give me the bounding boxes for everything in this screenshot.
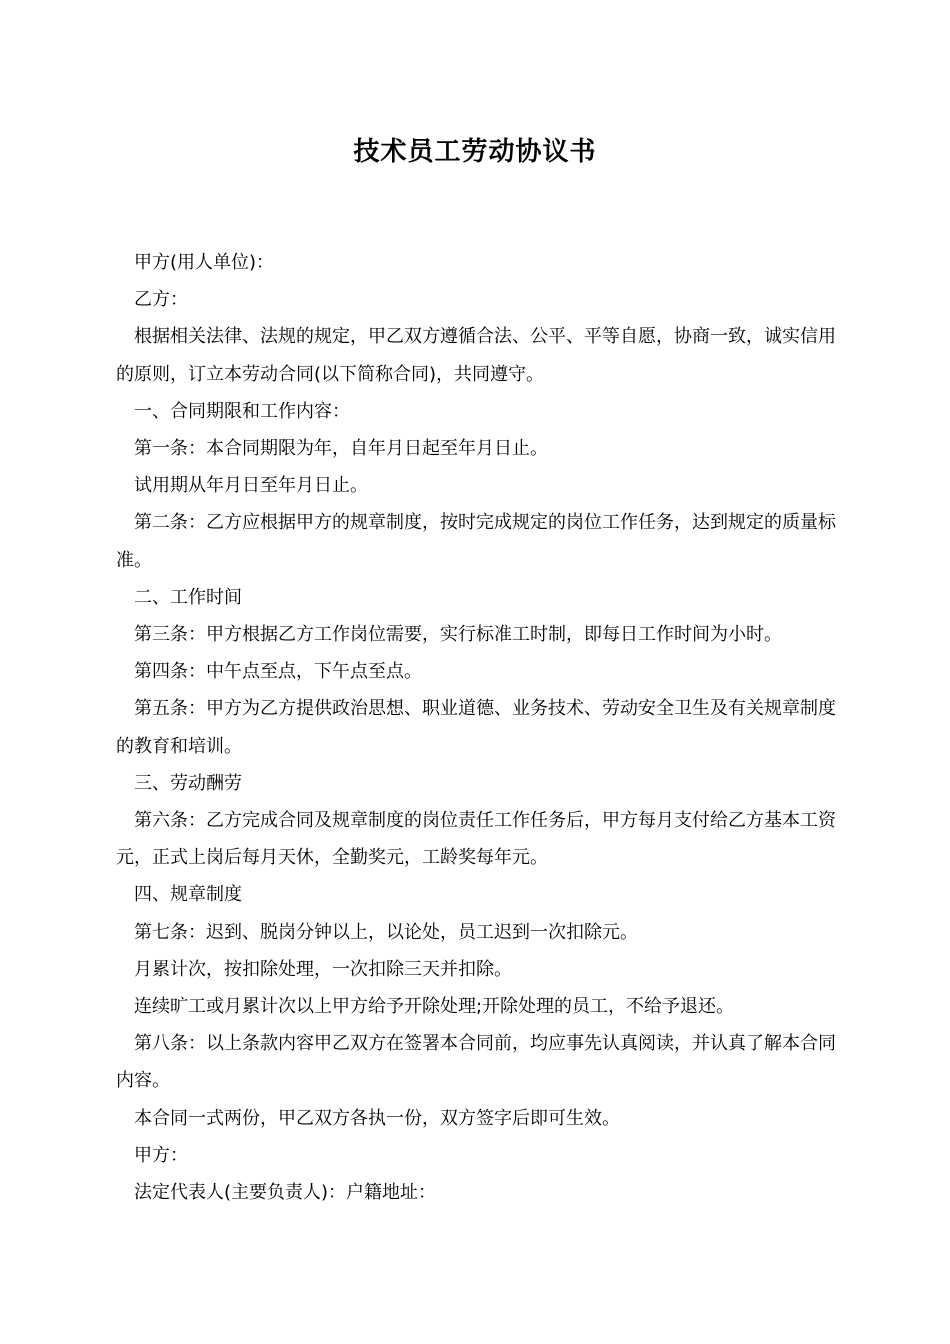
article-5: 第五条：甲方为乙方提供政治思想、职业道德、业务技术、劳动安全卫生及有关规章制度的教育和培训。 [116,698,836,757]
article-7-absence-line: 连续旷工或月累计次以上甲方给予开除处理;开除处理的员工，不给予退还。 [134,996,735,1018]
article-6: 第六条：乙方完成合同及规章制度的岗位责任工作任务后，甲方每月支付给乙方基本工资元，正式上岗后每月天休，全勤奖元，工龄奖每年元。 [116,810,836,869]
section-heading-2: 二、工作时间 [134,586,242,608]
article-1: 第一条：本合同期限为年，自年月日起至年月日止。 [134,438,548,460]
signature-legal-rep: 法定代表人(主要负责人)：户籍地址： [134,1182,437,1204]
article-7: 第七条：迟到、脱岗分钟以上，以论处，员工迟到一次扣除元。 [134,921,638,943]
document-body [116,244,836,1211]
signature-party-a: 甲方： [134,1144,188,1166]
party-b-line: 乙方： [134,289,188,311]
preamble-paragraph: 根据相关法律、法规的规定，甲乙双方遵循合法、公平、平等自愿，协商一致，诚实信用的原则，订立本劳动合同(以下简称合同)，共同遵守。 [116,326,836,385]
document-title: 技术员工劳动协议书 [353,137,597,167]
probation-line: 试用期从年月日至年月日止。 [134,475,368,497]
section-heading-1: 一、合同期限和工作内容： [134,400,350,422]
copies-clause: 本合同一式两份，甲乙双方各执一份，双方签字后即可生效。 [134,1107,620,1129]
article-2: 第二条：乙方应根据甲方的规章制度，按时完成规定的岗位工作任务，达到规定的质量标准。 [116,512,836,571]
section-heading-3: 三、劳动酬劳 [134,772,242,794]
article-7-monthly-line: 月累计次，按扣除处理，一次扣除三天并扣除。 [134,958,512,980]
section-heading-4: 四、规章制度 [134,884,242,906]
article-8: 第八条：以上条款内容甲乙双方在签署本合同前，均应事先认真阅读，并认真了解本合同内容。 [116,1033,836,1092]
party-a-line: 甲方(用人单位)： [134,252,275,273]
article-4: 第四条：中午点至点，下午点至点。 [134,661,422,683]
article-3: 第三条：甲方根据乙方工作岗位需要，实行标准工时制，即每日工作时间为小时。 [134,624,782,646]
